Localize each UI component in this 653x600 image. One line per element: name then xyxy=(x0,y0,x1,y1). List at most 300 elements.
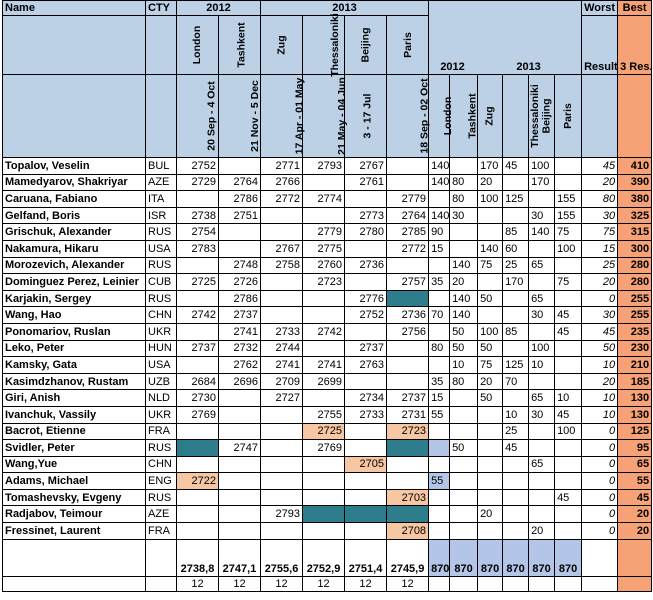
player-country: ENG xyxy=(146,473,177,490)
avg-cell: 2747,1 xyxy=(219,539,261,576)
worst-result: 10 xyxy=(582,390,618,407)
points-cell xyxy=(478,307,503,324)
player-name: Morozevich, Alexander xyxy=(3,257,146,274)
rating-cell: 2769 xyxy=(177,406,219,423)
rating-cell xyxy=(387,473,429,490)
rating-cell xyxy=(345,440,387,457)
worst-result: 30 xyxy=(582,307,618,324)
avg-cell: 2755,6 xyxy=(261,539,303,576)
header-2012: 2012 xyxy=(177,1,261,16)
best-three-results: 65 xyxy=(618,456,652,473)
points-cell: 45 xyxy=(555,489,582,506)
points-cell: 15 xyxy=(429,240,450,257)
points-cell: 65 xyxy=(529,456,555,473)
points-cell xyxy=(478,423,503,440)
points-total-cell: 870 xyxy=(555,539,582,576)
points-cell xyxy=(450,240,478,257)
points-cell xyxy=(555,174,582,191)
points-cell xyxy=(450,390,478,407)
rating-cell: 2684 xyxy=(177,373,219,390)
rating-cell xyxy=(219,506,261,523)
points-cell xyxy=(429,440,450,457)
rating-cell: 2783 xyxy=(177,240,219,257)
worst-result: 75 xyxy=(582,224,618,241)
rating-cell: 2741 xyxy=(219,323,261,340)
points-cell: 65 xyxy=(529,257,555,274)
player-name: Radjabov, Teimour xyxy=(3,506,146,523)
rating-cell: 2756 xyxy=(387,323,429,340)
rating-cell: 2722 xyxy=(177,473,219,490)
rating-cell: 2780 xyxy=(345,224,387,241)
rating-cell xyxy=(345,523,387,540)
points-cell xyxy=(478,274,503,291)
rating-cell: 2738 xyxy=(177,207,219,224)
event-tashkent: Tashkent xyxy=(219,16,261,75)
best-three-results: 45 xyxy=(618,489,652,506)
table-row xyxy=(3,423,652,440)
points-total-cell: 870 xyxy=(450,539,478,576)
count-cell: 12 xyxy=(387,576,429,591)
points-cell: 50 xyxy=(478,290,503,307)
table-row xyxy=(3,224,652,241)
rating-cell: 2741 xyxy=(261,357,303,374)
rating-cell: 2709 xyxy=(261,373,303,390)
rating-cell xyxy=(219,158,261,175)
points-cell: 100 xyxy=(529,158,555,175)
event-paris: Paris xyxy=(387,16,429,75)
points-cell: 125 xyxy=(503,191,529,208)
points-total-cell: 870 xyxy=(429,539,450,576)
player-name: Fressinet, Laurent xyxy=(3,523,146,540)
best-three-results: 235 xyxy=(618,323,652,340)
points-cell: 70 xyxy=(429,307,450,324)
table-row xyxy=(3,440,652,457)
worst-result: 0 xyxy=(582,456,618,473)
table-row xyxy=(3,158,652,175)
best-three-results: 95 xyxy=(618,440,652,457)
points-cell: 35 xyxy=(429,274,450,291)
rating-cell xyxy=(177,523,219,540)
worst-result: 50 xyxy=(582,340,618,357)
rating-cell xyxy=(345,240,387,257)
points-cell xyxy=(429,423,450,440)
table-row xyxy=(3,207,652,224)
footer-counts-row xyxy=(3,576,652,591)
table-row xyxy=(3,456,652,473)
table-row xyxy=(3,240,652,257)
rating-cell: 2741 xyxy=(303,357,345,374)
points-cell xyxy=(555,506,582,523)
rating-cell xyxy=(219,423,261,440)
rating-cell xyxy=(345,423,387,440)
rating-cell xyxy=(261,423,303,440)
player-country: AZE xyxy=(146,506,177,523)
pts-london: London xyxy=(429,75,450,158)
points-cell: 155 xyxy=(555,191,582,208)
points-cell xyxy=(503,456,529,473)
player-country: RUS xyxy=(146,290,177,307)
points-cell: 20 xyxy=(478,174,503,191)
best-three-results: 55 xyxy=(618,473,652,490)
points-cell: 10 xyxy=(503,406,529,423)
points-cell: 20 xyxy=(478,373,503,390)
player-name: Mamedyarov, Shakriyar xyxy=(3,174,146,191)
rating-cell xyxy=(387,440,429,457)
points-total-cell: 870 xyxy=(478,539,503,576)
rating-cell: 2754 xyxy=(177,224,219,241)
player-name: Caruana, Fabiano xyxy=(3,191,146,208)
rating-cell: 2779 xyxy=(387,191,429,208)
rating-cell xyxy=(345,489,387,506)
worst-result: 0 xyxy=(582,440,618,457)
player-name: Nakamura, Hikaru xyxy=(3,240,146,257)
points-cell: 140 xyxy=(450,307,478,324)
best-three-results: 255 xyxy=(618,307,652,324)
rating-cell: 2764 xyxy=(219,174,261,191)
player-country: USA xyxy=(146,357,177,374)
points-cell: 50 xyxy=(450,340,478,357)
table-row xyxy=(3,506,652,523)
rating-cell xyxy=(345,473,387,490)
points-cell xyxy=(450,158,478,175)
points-cell: 125 xyxy=(503,357,529,374)
rating-cell: 2703 xyxy=(387,489,429,506)
points-cell xyxy=(555,340,582,357)
rating-cell xyxy=(177,440,219,457)
points-cell: 170 xyxy=(503,274,529,291)
player-country: UKR xyxy=(146,406,177,423)
rating-cell xyxy=(261,473,303,490)
points-cell xyxy=(450,506,478,523)
points-cell xyxy=(529,506,555,523)
best-three-results: 280 xyxy=(618,274,652,291)
points-cell xyxy=(450,406,478,423)
player-country: HUN xyxy=(146,340,177,357)
worst-result: 20 xyxy=(582,174,618,191)
points-cell: 50 xyxy=(478,390,503,407)
rating-cell xyxy=(261,274,303,291)
rating-cell: 2744 xyxy=(261,340,303,357)
rating-cell: 2737 xyxy=(345,340,387,357)
points-cell: 60 xyxy=(503,240,529,257)
worst-result: 0 xyxy=(582,423,618,440)
event-london: London xyxy=(177,16,219,75)
points-cell xyxy=(529,489,555,506)
points-cell xyxy=(529,440,555,457)
points-cell: 100 xyxy=(555,423,582,440)
rating-cell xyxy=(261,406,303,423)
player-country: ISR xyxy=(146,207,177,224)
rating-cell xyxy=(303,307,345,324)
rating-cell: 2747 xyxy=(219,440,261,457)
header-result: Result xyxy=(582,16,618,75)
rating-cell: 2705 xyxy=(345,456,387,473)
points-cell: 20 xyxy=(478,506,503,523)
worst-result: 0 xyxy=(582,489,618,506)
rating-cell: 2737 xyxy=(387,390,429,407)
table-row xyxy=(3,406,652,423)
points-cell: 45 xyxy=(555,323,582,340)
points-cell: 10 xyxy=(529,357,555,374)
table-row xyxy=(3,373,652,390)
rating-cell: 2772 xyxy=(261,191,303,208)
rating-cell: 2752 xyxy=(177,158,219,175)
points-cell: 155 xyxy=(555,207,582,224)
rating-cell xyxy=(261,207,303,224)
points-cell: 100 xyxy=(478,323,503,340)
rating-cell xyxy=(261,489,303,506)
points-cell xyxy=(529,274,555,291)
points-cell: 170 xyxy=(478,158,503,175)
pts-zug: Zug xyxy=(478,75,503,158)
player-country: UKR xyxy=(146,323,177,340)
rating-cell xyxy=(177,456,219,473)
worst-result: 0 xyxy=(582,290,618,307)
rating-cell: 2763 xyxy=(345,357,387,374)
points-cell xyxy=(450,456,478,473)
points-cell xyxy=(450,473,478,490)
points-cell xyxy=(529,323,555,340)
rating-cell: 2774 xyxy=(303,191,345,208)
rating-cell: 2771 xyxy=(261,158,303,175)
rating-cell: 2734 xyxy=(345,390,387,407)
worst-result: 10 xyxy=(582,406,618,423)
worst-result: 25 xyxy=(582,257,618,274)
player-country: CUB xyxy=(146,274,177,291)
rating-cell xyxy=(303,290,345,307)
points-cell xyxy=(503,290,529,307)
table-row xyxy=(3,191,652,208)
player-country: BUL xyxy=(146,158,177,175)
points-cell: 140 xyxy=(429,174,450,191)
table-row xyxy=(3,489,652,506)
points-cell: 30 xyxy=(529,207,555,224)
points-2012: 2012 xyxy=(440,61,465,73)
rating-cell: 2755 xyxy=(303,406,345,423)
points-cell xyxy=(503,207,529,224)
points-cell xyxy=(555,473,582,490)
points-cell xyxy=(555,523,582,540)
player-name: Ponomariov, Ruslan xyxy=(3,323,146,340)
date-thessaloniki: 21 May - 04 Jun xyxy=(303,75,345,158)
rating-cell: 2727 xyxy=(261,390,303,407)
points-total-cell: 870 xyxy=(503,539,529,576)
points-cell xyxy=(503,340,529,357)
best-three-results: 125 xyxy=(618,423,652,440)
player-name: Karjakin, Sergey xyxy=(3,290,146,307)
rating-cell xyxy=(261,523,303,540)
points-cell xyxy=(429,323,450,340)
points-cell xyxy=(429,456,450,473)
player-country: RUS xyxy=(146,257,177,274)
player-country: UZB xyxy=(146,373,177,390)
points-cell xyxy=(555,290,582,307)
player-name: Adams, Michael xyxy=(3,473,146,490)
rating-cell: 2762 xyxy=(219,357,261,374)
rating-cell: 2786 xyxy=(219,290,261,307)
rating-cell xyxy=(303,506,345,523)
points-cell: 75 xyxy=(478,357,503,374)
best-three-results: 210 xyxy=(618,357,652,374)
rating-cell xyxy=(387,174,429,191)
table-row xyxy=(3,323,652,340)
points-cell xyxy=(478,207,503,224)
rating-cell xyxy=(219,456,261,473)
points-cell: 80 xyxy=(450,191,478,208)
points-cell xyxy=(529,473,555,490)
header-2013: 2013 xyxy=(261,1,429,16)
points-cell xyxy=(503,390,529,407)
points-cell: 30 xyxy=(450,207,478,224)
rating-cell xyxy=(387,158,429,175)
points-cell xyxy=(450,224,478,241)
date-tashkent: 21 Nov - 5 Dec xyxy=(219,75,261,158)
rating-cell xyxy=(345,191,387,208)
best-three-results: 185 xyxy=(618,373,652,390)
points-cell: 80 xyxy=(450,373,478,390)
date-beijing: 3 - 17 Jul xyxy=(345,75,387,158)
points-cell xyxy=(555,456,582,473)
player-name: Gelfand, Boris xyxy=(3,207,146,224)
table-row xyxy=(3,174,652,191)
points-cell xyxy=(429,257,450,274)
points-cell: 75 xyxy=(478,257,503,274)
points-cell xyxy=(529,423,555,440)
points-cell: 25 xyxy=(503,257,529,274)
rating-cell: 2736 xyxy=(387,307,429,324)
points-cell: 30 xyxy=(529,307,555,324)
rating-cell: 2742 xyxy=(303,323,345,340)
points-cell xyxy=(529,240,555,257)
points-cell xyxy=(429,506,450,523)
player-name: Topalov, Veselin xyxy=(3,158,146,175)
table-row xyxy=(3,340,652,357)
worst-result: 80 xyxy=(582,191,618,208)
worst-result: 45 xyxy=(582,158,618,175)
points-cell: 20 xyxy=(450,274,478,291)
player-name: Ivanchuk, Vassily xyxy=(3,406,146,423)
points-cell: 70 xyxy=(503,373,529,390)
player-name: Wang,Yue xyxy=(3,456,146,473)
best-three-results: 280 xyxy=(618,257,652,274)
player-name: Wang, Hao xyxy=(3,307,146,324)
rating-cell: 2786 xyxy=(219,191,261,208)
points-cell: 50 xyxy=(478,340,503,357)
player-name: Kasimdzhanov, Rustam xyxy=(3,373,146,390)
player-country: USA xyxy=(146,240,177,257)
player-country: RUS xyxy=(146,489,177,506)
rating-cell xyxy=(387,456,429,473)
date-zug: 17 Apr - 01 May xyxy=(261,75,303,158)
rating-cell xyxy=(303,174,345,191)
rating-cell xyxy=(303,390,345,407)
rating-cell xyxy=(177,489,219,506)
pts-beijing: Beijing xyxy=(529,75,555,158)
rating-cell: 2767 xyxy=(345,158,387,175)
points-cell: 50 xyxy=(450,440,478,457)
player-country: AZE xyxy=(146,174,177,191)
rating-cell: 2772 xyxy=(387,240,429,257)
points-cell: 15 xyxy=(429,390,450,407)
rating-cell: 2731 xyxy=(387,406,429,423)
date-london: 20 Sep - 4 Oct xyxy=(177,75,219,158)
rating-cell xyxy=(387,340,429,357)
points-cell xyxy=(503,307,529,324)
points-cell xyxy=(503,174,529,191)
points-cell: 100 xyxy=(478,191,503,208)
points-header xyxy=(429,1,582,75)
rating-cell xyxy=(177,257,219,274)
points-cell: 25 xyxy=(503,423,529,440)
player-country: CHN xyxy=(146,456,177,473)
rating-cell: 2696 xyxy=(219,373,261,390)
table-row xyxy=(3,307,652,324)
points-cell: 100 xyxy=(529,340,555,357)
worst-result: 45 xyxy=(582,323,618,340)
points-cell xyxy=(478,523,503,540)
points-cell: 30 xyxy=(529,406,555,423)
player-name: Tomashevsky, Evgeny xyxy=(3,489,146,506)
rating-cell: 2730 xyxy=(177,390,219,407)
points-cell: 140 xyxy=(529,224,555,241)
worst-result: 0 xyxy=(582,506,618,523)
count-cell: 12 xyxy=(177,576,219,591)
points-cell: 65 xyxy=(529,390,555,407)
player-country: FRA xyxy=(146,523,177,540)
rating-cell xyxy=(177,357,219,374)
footer-averages-row xyxy=(3,539,652,576)
rating-cell: 2751 xyxy=(219,207,261,224)
table-row xyxy=(3,274,652,291)
points-cell: 20 xyxy=(529,523,555,540)
rating-cell: 2785 xyxy=(387,224,429,241)
points-cell: 140 xyxy=(478,240,503,257)
player-name: Grischuk, Alexander xyxy=(3,224,146,241)
header-best: Best xyxy=(618,1,652,16)
rating-cell xyxy=(387,373,429,390)
date-paris: 18 Sep - 02 Oct xyxy=(387,75,429,158)
rating-cell: 2748 xyxy=(219,257,261,274)
rating-cell xyxy=(387,290,429,307)
rating-cell: 2760 xyxy=(303,257,345,274)
player-name: Giri, Anish xyxy=(3,390,146,407)
rating-cell: 2793 xyxy=(261,506,303,523)
rating-cell: 2742 xyxy=(177,307,219,324)
points-cell xyxy=(478,406,503,423)
rating-cell: 2757 xyxy=(387,274,429,291)
points-cell xyxy=(450,489,478,506)
event-beijing: Beijing xyxy=(345,16,387,75)
points-cell: 85 xyxy=(503,224,529,241)
points-cell: 75 xyxy=(555,274,582,291)
rating-cell: 2779 xyxy=(303,224,345,241)
rating-cell xyxy=(177,506,219,523)
best-three-results: 20 xyxy=(618,506,652,523)
rating-cell: 2752 xyxy=(345,307,387,324)
rating-cell: 2699 xyxy=(303,373,345,390)
rating-cell: 2775 xyxy=(303,240,345,257)
points-cell: 55 xyxy=(429,473,450,490)
rating-cell xyxy=(219,224,261,241)
rating-cell xyxy=(177,290,219,307)
player-country: RUS xyxy=(146,224,177,241)
event-zug: Zug xyxy=(261,16,303,75)
pts-tashkent: Tashkent xyxy=(450,75,478,158)
rating-cell xyxy=(387,506,429,523)
rating-cell xyxy=(345,506,387,523)
points-cell xyxy=(529,373,555,390)
rating-cell: 2764 xyxy=(387,207,429,224)
